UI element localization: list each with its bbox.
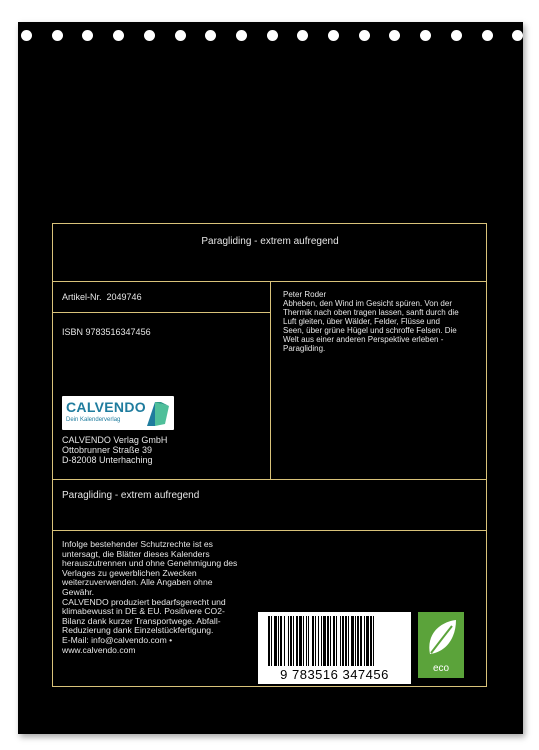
binding-hole (328, 30, 339, 41)
description-line: Seen, über grüne Hügel und schroffe Felsen. Die (283, 326, 457, 335)
frame-left (52, 223, 53, 687)
binding-hole (82, 30, 93, 41)
barcode-bar (268, 616, 270, 666)
barcode-bar (355, 616, 356, 666)
binding-hole (512, 30, 523, 41)
legal-line: Infolge bestehender Schutzrechte ist es (62, 539, 213, 549)
barcode-bar (360, 616, 362, 666)
barcode-bar (308, 616, 309, 666)
barcode-bar (345, 616, 347, 666)
barcode-bar (299, 616, 302, 666)
legal-line: Reduzierung dank Einzelstückfertigung. (62, 625, 214, 636)
barcode-bar (373, 616, 374, 666)
barcode-bar (364, 616, 365, 666)
barcode-bar (271, 616, 272, 666)
binding-hole (451, 30, 462, 41)
legal-line: www.calvendo.com (62, 644, 136, 655)
frame-subtitle-bottom (52, 530, 487, 531)
logo-tagline: Dein Kalenderverlag (66, 417, 121, 423)
page-title: Paragliding - extrem aufregend (201, 236, 339, 247)
barcode-bar (280, 616, 282, 666)
binding-hole (175, 30, 186, 41)
binding-hole (420, 30, 431, 41)
binding-hole (359, 30, 370, 41)
legal-line: CALVENDO produziert bedarfsgerecht und (62, 596, 226, 607)
article-number: 2049746 (106, 292, 142, 302)
article-number-row (62, 292, 142, 302)
binding-hole (144, 30, 155, 41)
legal-line: untersagt, die Blätter dieses Kalenders (62, 548, 210, 559)
legal-line: Verlages zu gewerblichen Zwecken (62, 567, 197, 578)
barcode-bar (290, 616, 292, 666)
barcode-bar (342, 616, 344, 666)
binding-hole (52, 30, 63, 41)
barcode-bar (306, 616, 307, 666)
binding-hole (113, 30, 124, 41)
barcode-bar (323, 616, 326, 666)
frame-top (52, 223, 487, 224)
frame-article-divider (52, 312, 270, 313)
author: Peter Roder (283, 290, 327, 299)
barcode-bar (312, 616, 314, 666)
isbn: ISBN 9783516347456 (62, 327, 151, 337)
barcode-bar (348, 616, 349, 666)
legal-line: Gewähr. (62, 587, 95, 597)
description-line: Abheben, den Wind im Gesicht spüren. Von der (283, 299, 452, 308)
barcode-bar (288, 616, 289, 666)
barcode-bar (366, 616, 369, 666)
description-line: Luft gleiten, über Wälder, Felder, Flüsse und (283, 317, 440, 326)
legal-line: weiterzuverwenden. Alle Angaben ohne (62, 577, 213, 588)
barcode-bar (278, 616, 279, 666)
publisher-city: D-82008 Unterhaching (62, 455, 153, 465)
description-line: Thermik nach oben tragen lassen, sanft durch die (283, 308, 459, 317)
barcode-bar (321, 616, 322, 666)
binding-hole (482, 30, 493, 41)
barcode-bar (293, 616, 294, 666)
article-label: Artikel-Nr. (62, 292, 102, 302)
legal-line: herauszutrennen und ohne Genehmigung des (62, 558, 238, 569)
binding-hole (267, 30, 278, 41)
frame-bottom (52, 686, 487, 687)
binding-hole (205, 30, 216, 41)
subtitle: Paragliding - extrem aufregend (62, 490, 200, 501)
description-line: Welt aus einer anderen Perspektive erleben - (283, 335, 444, 344)
barcode-bar (333, 616, 335, 666)
barcode-bar (340, 616, 341, 666)
frame-right (486, 223, 487, 687)
barcode-bar (274, 616, 277, 666)
barcode-bar (330, 616, 331, 666)
barcode-bars (258, 612, 411, 668)
legal-line: klimabewusst in DE & EU. Positivere CO2- (62, 606, 225, 617)
publisher-street: Ottobrunner Straße 39 (62, 445, 153, 455)
binding-hole (297, 30, 308, 41)
logo-flag-icon (143, 398, 171, 428)
logo-brand: CALVENDO (66, 399, 146, 415)
barcode-bar (296, 616, 298, 666)
binding-hole (236, 30, 247, 41)
barcode-bar (303, 616, 304, 666)
barcode (258, 612, 411, 684)
publisher-name: CALVENDO Verlag GmbH (62, 435, 168, 445)
legal-line: Bilanz dank kurzer Transportwege. Abfall- (62, 615, 221, 626)
barcode-bar (315, 616, 316, 666)
description-line: Paragliding. (283, 344, 326, 353)
barcode-bar (336, 616, 337, 666)
barcode-bar (284, 616, 285, 666)
barcode-bar (318, 616, 319, 666)
calvendo-logo (62, 396, 174, 430)
barcode-digits: 9 783516 347456 (280, 667, 389, 682)
barcode-bar (357, 616, 359, 666)
leaf-icon (418, 614, 464, 664)
barcode-bar (351, 616, 354, 666)
eco-label: eco (432, 663, 450, 674)
frame-center-divider (270, 281, 271, 480)
binding-hole (21, 30, 32, 41)
legal-line: E-Mail: info@calvendo.com • (62, 635, 173, 645)
barcode-bar (370, 616, 372, 666)
eco-badge (418, 612, 464, 678)
binding-hole (389, 30, 400, 41)
barcode-bar (327, 616, 329, 666)
